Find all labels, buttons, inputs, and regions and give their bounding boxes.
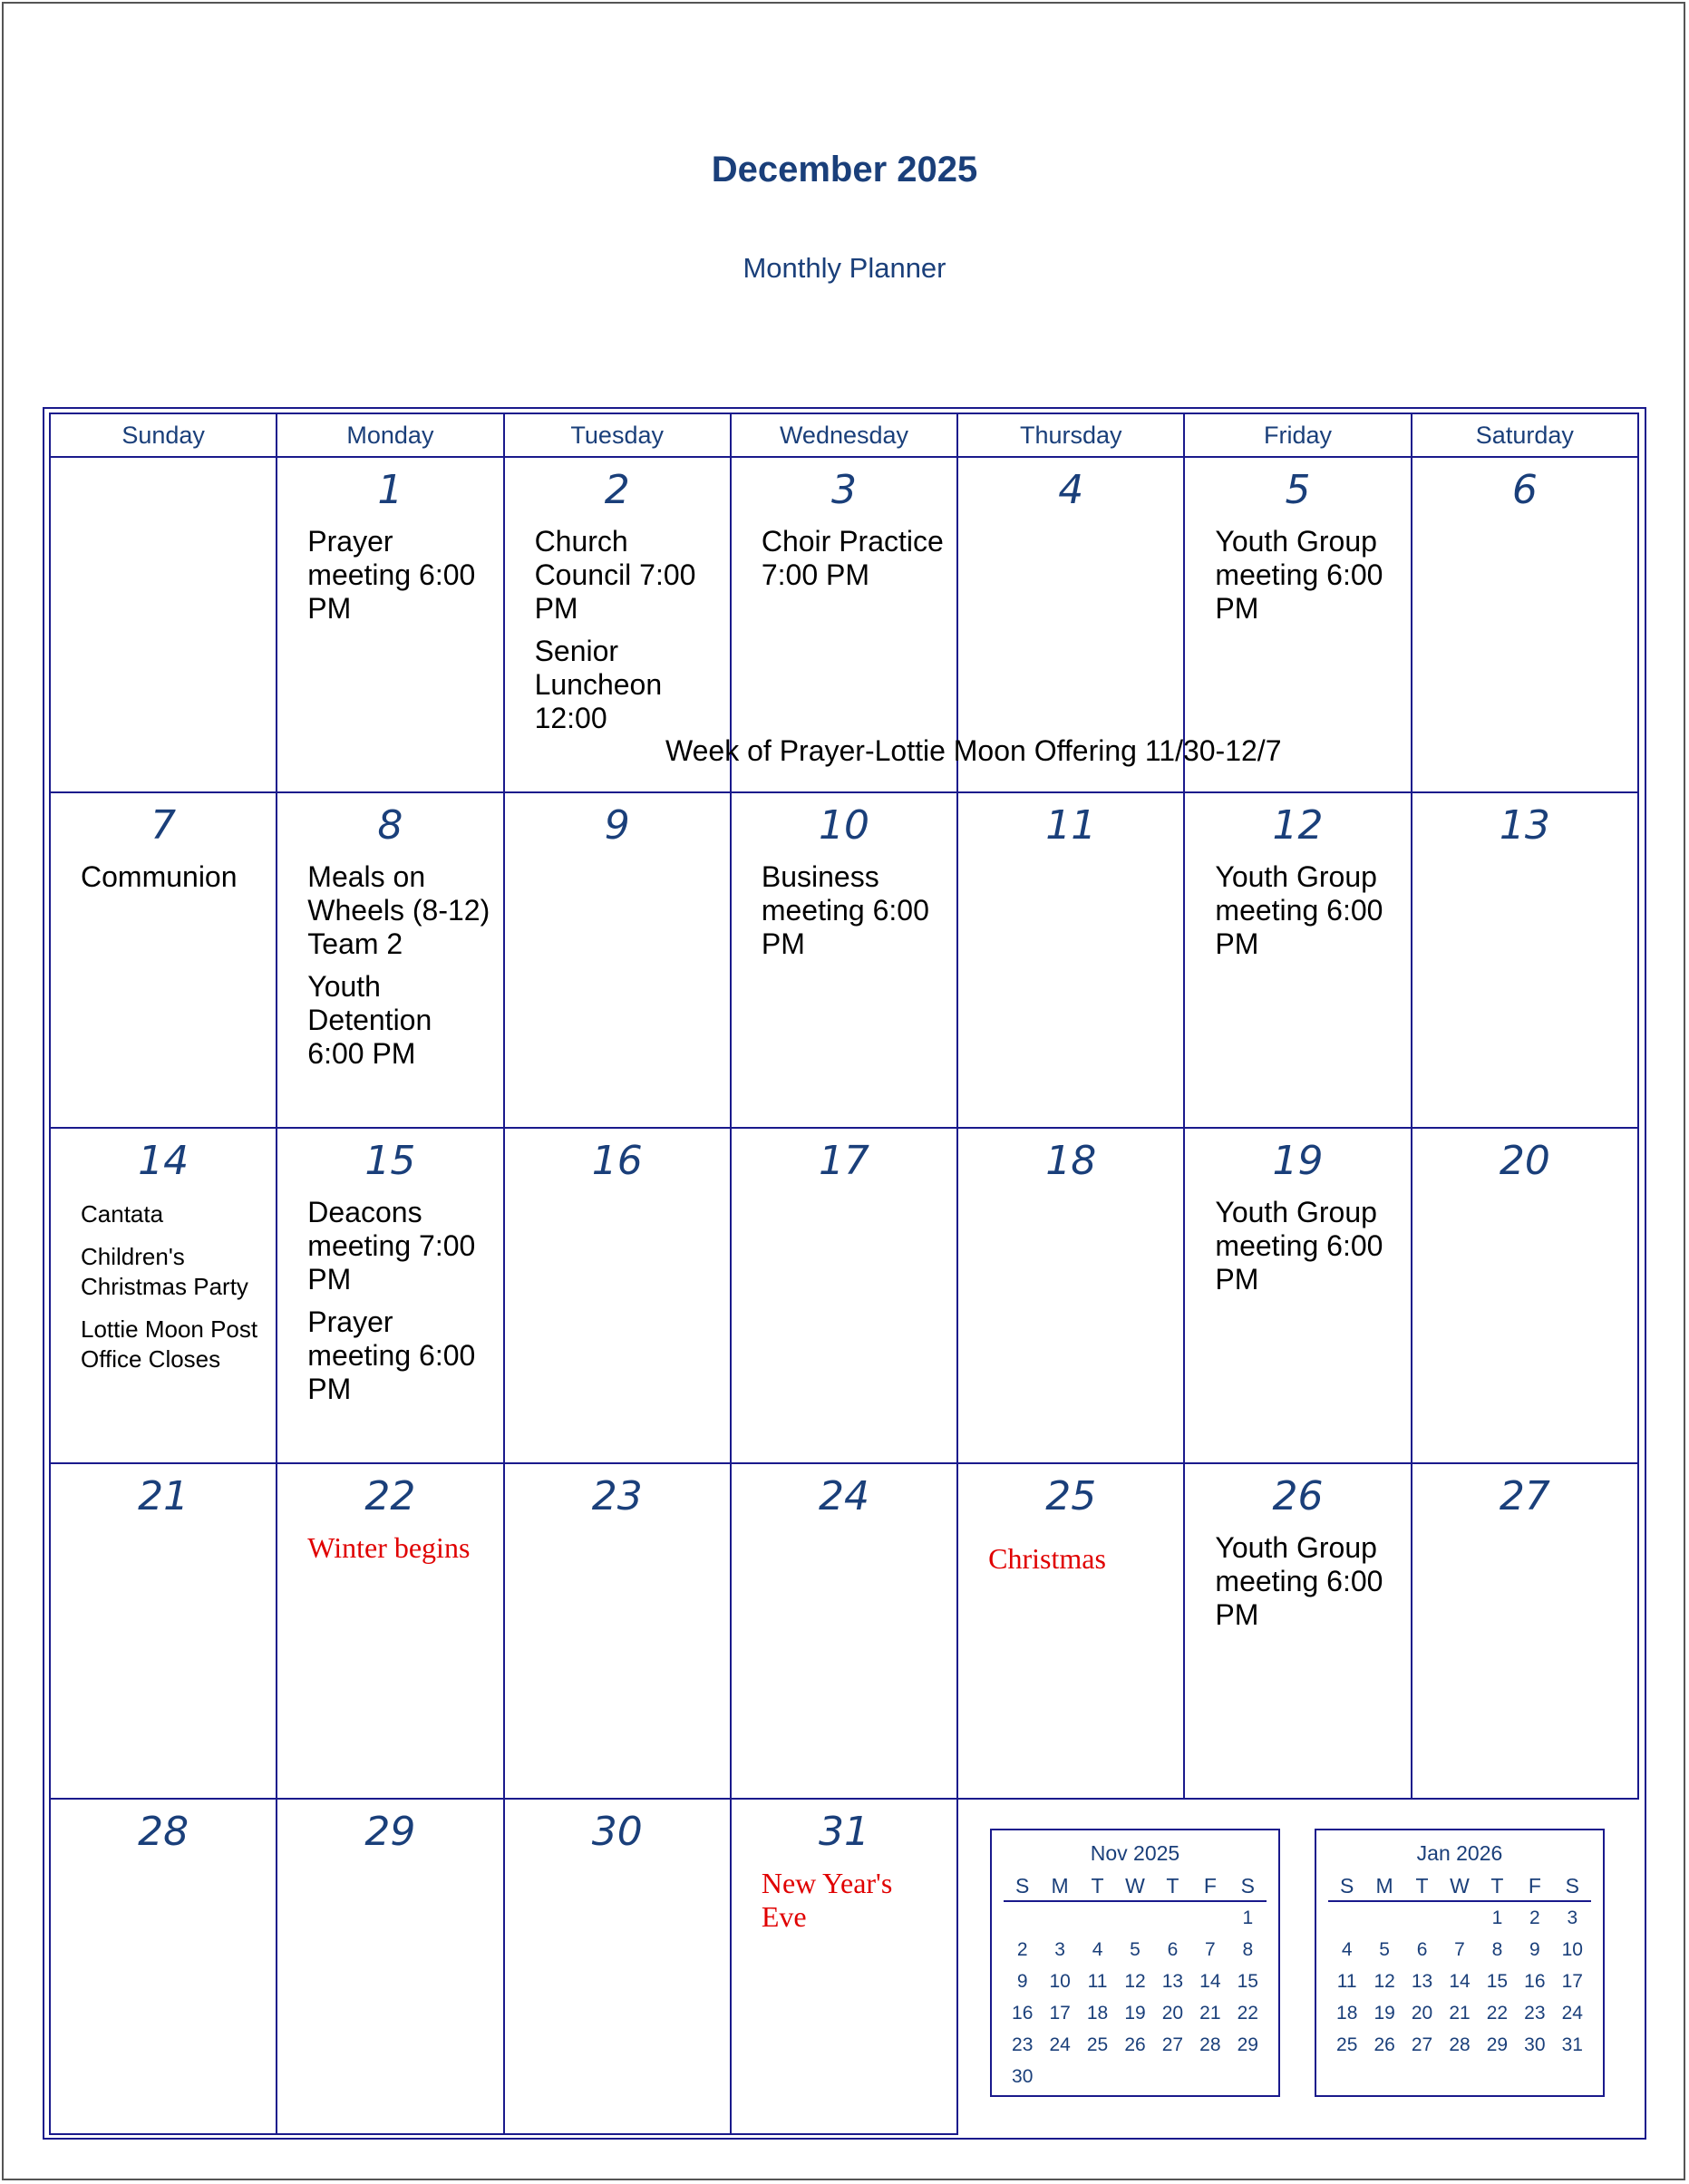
- day-number: 3: [830, 467, 857, 513]
- mini-day: [1041, 1901, 1078, 1934]
- mini-day: [1079, 2061, 1116, 2092]
- event[interactable]: Business meeting 6:00 PM: [761, 860, 929, 960]
- day-cell-26[interactable]: [1184, 1463, 1411, 1799]
- mini-day: 24: [1561, 2002, 1583, 2024]
- mini-calendar-prev: [990, 1829, 1280, 2097]
- day-number: 22: [364, 1473, 416, 1519]
- mini-day: 26: [1124, 2034, 1146, 2055]
- day-cell-9[interactable]: [504, 792, 731, 1128]
- mini-day: [1154, 1901, 1191, 1934]
- day-cell-28[interactable]: [50, 1799, 277, 2134]
- mini-day: [1441, 1901, 1478, 1934]
- day-number: 13: [1499, 802, 1550, 849]
- mini-day: 28: [1449, 2034, 1471, 2055]
- mini-day: [1116, 2061, 1153, 2092]
- page-title: December 2025: [711, 150, 978, 189]
- event[interactable]: Prayer meeting 6:00 PM: [307, 1306, 476, 1405]
- holiday-label: Winter begins: [307, 1531, 471, 1564]
- day-number: 26: [1272, 1473, 1324, 1519]
- day-number: 29: [364, 1809, 416, 1855]
- mini-day: 19: [1124, 2002, 1146, 2024]
- mini-weekday: S: [1004, 1871, 1041, 1901]
- mini-weekday: T: [1479, 1871, 1516, 1901]
- mini-day: 25: [1336, 2034, 1358, 2055]
- mini-day: 15: [1486, 1970, 1509, 1992]
- event[interactable]: Youth Detention 6:00 PM: [307, 970, 432, 1070]
- mini-weekday: T: [1079, 1871, 1116, 1901]
- mini-day: 30: [1524, 2034, 1546, 2055]
- day-cell-20[interactable]: [1412, 1128, 1638, 1463]
- week-row-4: [50, 1463, 1638, 1799]
- mini-day: 26: [1374, 2034, 1395, 2055]
- mini-weekday: M: [1365, 1871, 1403, 1901]
- day-cell-24[interactable]: [731, 1463, 957, 1799]
- day-number: 10: [818, 802, 869, 849]
- mini-day: [1328, 1901, 1365, 1934]
- event[interactable]: Youth Group meeting 6:00 PM: [1215, 525, 1383, 625]
- day-cell-16[interactable]: [504, 1128, 731, 1463]
- day-number: 20: [1499, 1138, 1550, 1184]
- holiday-label: New Year's Eve: [761, 1867, 893, 1933]
- day-cell-15[interactable]: [277, 1128, 503, 1463]
- mini-day: 8: [1491, 1938, 1503, 1960]
- mini-day: 9: [1529, 1938, 1540, 1960]
- event[interactable]: Senior Luncheon 12:00: [534, 635, 663, 734]
- mini-day: 30: [1012, 2065, 1034, 2087]
- holiday-label: Christmas: [988, 1542, 1106, 1575]
- mini-calendar-title: Jan 2026: [1416, 1841, 1503, 1865]
- day-cell-12[interactable]: [1184, 792, 1411, 1128]
- mini-day: 25: [1086, 2034, 1109, 2055]
- mini-day: 15: [1237, 1970, 1258, 1992]
- mini-calendar-title: Nov 2025: [1090, 1841, 1180, 1865]
- mini-day: 14: [1449, 1970, 1471, 1992]
- mini-day: 18: [1086, 2002, 1109, 2024]
- day-number: 16: [591, 1138, 643, 1184]
- event[interactable]: Meals on Wheels (8-12) Team 2: [307, 860, 490, 960]
- mini-day: 2: [1016, 1938, 1028, 1960]
- event[interactable]: Communion: [81, 860, 238, 893]
- week-row-3: [50, 1128, 1638, 1463]
- day-number: 14: [138, 1138, 189, 1184]
- mini-day: 4: [1341, 1938, 1353, 1960]
- day-cell-8[interactable]: [277, 792, 503, 1128]
- mini-day: 8: [1242, 1938, 1254, 1960]
- mini-weekday: S: [1229, 1871, 1267, 1901]
- mini-weekday: T: [1154, 1871, 1191, 1901]
- day-cell-19[interactable]: [1184, 1128, 1411, 1463]
- day-cell-27[interactable]: [1412, 1463, 1638, 1799]
- mini-day: 31: [1561, 2034, 1583, 2055]
- mini-day: [1365, 1901, 1403, 1934]
- day-number: 19: [1272, 1138, 1324, 1184]
- mini-day: [1079, 1901, 1116, 1934]
- mini-day: 3: [1567, 1907, 1578, 1928]
- event[interactable]: Children's Christmas Party: [81, 1243, 248, 1300]
- day-number: 7: [150, 802, 177, 849]
- mini-day: [1116, 1901, 1153, 1934]
- mini-weekday: S: [1328, 1871, 1365, 1901]
- day-number: 8: [377, 802, 403, 849]
- weekday-thursday: Thursday: [957, 413, 1184, 457]
- day-cell-1[interactable]: [277, 457, 503, 792]
- mini-weekday: M: [1041, 1871, 1078, 1901]
- day-number: 6: [1511, 467, 1538, 513]
- mini-day: 22: [1237, 2002, 1258, 2024]
- mini-day: 22: [1486, 2002, 1509, 2024]
- event[interactable]: Prayer meeting 6:00 PM: [307, 525, 476, 625]
- day-cell-10[interactable]: [731, 792, 957, 1128]
- day-cell-7[interactable]: [50, 792, 277, 1128]
- mini-day: 12: [1124, 1970, 1146, 1992]
- mini-day: 27: [1161, 2034, 1184, 2055]
- day-cell-empty: [50, 457, 277, 792]
- event[interactable]: Youth Group meeting 6:00 PM: [1215, 1196, 1383, 1296]
- mini-day: 5: [1130, 1938, 1141, 1960]
- day-cell-29[interactable]: [277, 1799, 503, 2134]
- mini-day: 11: [1336, 1970, 1357, 1992]
- mini-day: [1191, 2061, 1228, 2092]
- weekday-header-row: [50, 413, 1638, 457]
- week-row-2: [50, 792, 1638, 1128]
- mini-weekday: W: [1441, 1871, 1478, 1901]
- mini-weekday: F: [1191, 1871, 1228, 1901]
- mini-day: 28: [1199, 2034, 1221, 2055]
- day-cell-14[interactable]: [50, 1128, 277, 1463]
- day-number: 25: [1045, 1473, 1097, 1519]
- mini-day: [1154, 2061, 1191, 2092]
- mini-day: 1: [1491, 1907, 1503, 1928]
- day-number: 31: [818, 1809, 869, 1855]
- mini-day: 13: [1411, 1970, 1433, 1992]
- day-number: 2: [604, 467, 630, 513]
- mini-day: 21: [1199, 2002, 1221, 2024]
- mini-day: 10: [1561, 1938, 1583, 1960]
- day-number: 1: [377, 467, 403, 513]
- mini-day: 16: [1012, 2002, 1034, 2024]
- day-cell-17[interactable]: [731, 1128, 957, 1463]
- mini-day: 6: [1167, 1938, 1179, 1960]
- mini-day: 2: [1529, 1907, 1540, 1928]
- mini-day: 12: [1374, 1970, 1395, 1992]
- event[interactable]: Lottie Moon Post Office Closes: [81, 1315, 258, 1373]
- event[interactable]: Choir Practice 7:00 PM: [761, 525, 944, 591]
- mini-day: 18: [1336, 2002, 1358, 2024]
- day-number: 30: [591, 1809, 643, 1855]
- day-number: 5: [1285, 467, 1311, 513]
- day-number: 9: [604, 802, 630, 849]
- mini-day: 20: [1161, 2002, 1184, 2024]
- mini-calendar-table: [1004, 1871, 1267, 2092]
- mini-day: [1004, 1901, 1041, 1934]
- mini-calendar-table: [1328, 1871, 1591, 2061]
- day-cell-13[interactable]: [1412, 792, 1638, 1128]
- day-number: 4: [1058, 467, 1084, 513]
- day-number: 18: [1045, 1138, 1097, 1184]
- event[interactable]: Deacons meeting 7:00 PM: [307, 1196, 476, 1296]
- event[interactable]: Youth Group meeting 6:00 PM: [1215, 1531, 1383, 1631]
- mini-day: 4: [1092, 1938, 1103, 1960]
- mini-day: 20: [1411, 2002, 1433, 2024]
- weekday-friday: Friday: [1184, 413, 1411, 457]
- event[interactable]: Cantata: [81, 1200, 164, 1228]
- day-cell-23[interactable]: [504, 1463, 731, 1799]
- mini-day: 29: [1237, 2034, 1258, 2055]
- mini-day: 9: [1016, 1970, 1028, 1992]
- mini-day: 21: [1449, 2002, 1471, 2024]
- mini-day: [1229, 2061, 1267, 2092]
- mini-day: 11: [1087, 1970, 1108, 1992]
- mini-day: 24: [1049, 2034, 1071, 2055]
- mini-day: 27: [1411, 2034, 1433, 2055]
- mini-day: 16: [1524, 1970, 1546, 1992]
- mini-day: 6: [1416, 1938, 1428, 1960]
- event[interactable]: Church Council 7:00 PM: [534, 525, 696, 625]
- mini-calendar-next: [1315, 1829, 1605, 2097]
- day-number: 15: [364, 1138, 416, 1184]
- day-cell-11[interactable]: [957, 792, 1184, 1128]
- mini-day: 19: [1374, 2002, 1395, 2024]
- mini-day: 23: [1012, 2034, 1034, 2055]
- mini-day: 13: [1161, 1970, 1184, 1992]
- day-number: 21: [138, 1473, 189, 1519]
- day-number: 12: [1272, 802, 1324, 849]
- mini-weekday: W: [1116, 1871, 1153, 1901]
- mini-day: 7: [1205, 1938, 1216, 1960]
- mini-day: 10: [1049, 1970, 1071, 1992]
- mini-weekday: F: [1516, 1871, 1553, 1901]
- day-number: 28: [138, 1809, 189, 1855]
- weekday-saturday: Saturday: [1412, 413, 1638, 457]
- event[interactable]: Youth Group meeting 6:00 PM: [1215, 860, 1383, 960]
- mini-day: 7: [1454, 1938, 1465, 1960]
- mini-weekday: S: [1554, 1871, 1591, 1901]
- mini-day: 5: [1379, 1938, 1390, 1960]
- mini-day: 14: [1199, 1970, 1221, 1992]
- day-number: 17: [818, 1138, 869, 1184]
- mini-day: [1191, 1901, 1228, 1934]
- day-number: 23: [591, 1473, 643, 1519]
- mini-day: 1: [1242, 1907, 1254, 1928]
- mini-day: 29: [1486, 2034, 1509, 2055]
- mini-day: 17: [1049, 2002, 1071, 2024]
- week-of-prayer-banner: Week of Prayer-Lottie Moon Offering 11/30-12/7: [665, 734, 1282, 767]
- day-cell-31[interactable]: [731, 1799, 957, 2134]
- mini-day: 3: [1054, 1938, 1065, 1960]
- day-cell-21[interactable]: [50, 1463, 277, 1799]
- weekday-wednesday: Wednesday: [731, 413, 957, 457]
- mini-day: 17: [1561, 1970, 1583, 1992]
- weekday-sunday: Sunday: [50, 413, 277, 457]
- day-number: 24: [818, 1473, 869, 1519]
- mini-day: [1041, 2061, 1078, 2092]
- weekday-tuesday: Tuesday: [504, 413, 731, 457]
- day-number: 27: [1499, 1473, 1550, 1519]
- mini-day: [1403, 1901, 1441, 1934]
- mini-day: 23: [1524, 2002, 1546, 2024]
- day-cell-18[interactable]: [957, 1128, 1184, 1463]
- weekday-monday: Monday: [277, 413, 503, 457]
- day-cell-30[interactable]: [504, 1799, 731, 2134]
- mini-weekday: T: [1403, 1871, 1441, 1901]
- day-cell-22[interactable]: [277, 1463, 503, 1799]
- day-cell-25[interactable]: [957, 1463, 1184, 1799]
- day-number: 11: [1045, 802, 1097, 849]
- page-subtitle: Monthly Planner: [743, 252, 946, 284]
